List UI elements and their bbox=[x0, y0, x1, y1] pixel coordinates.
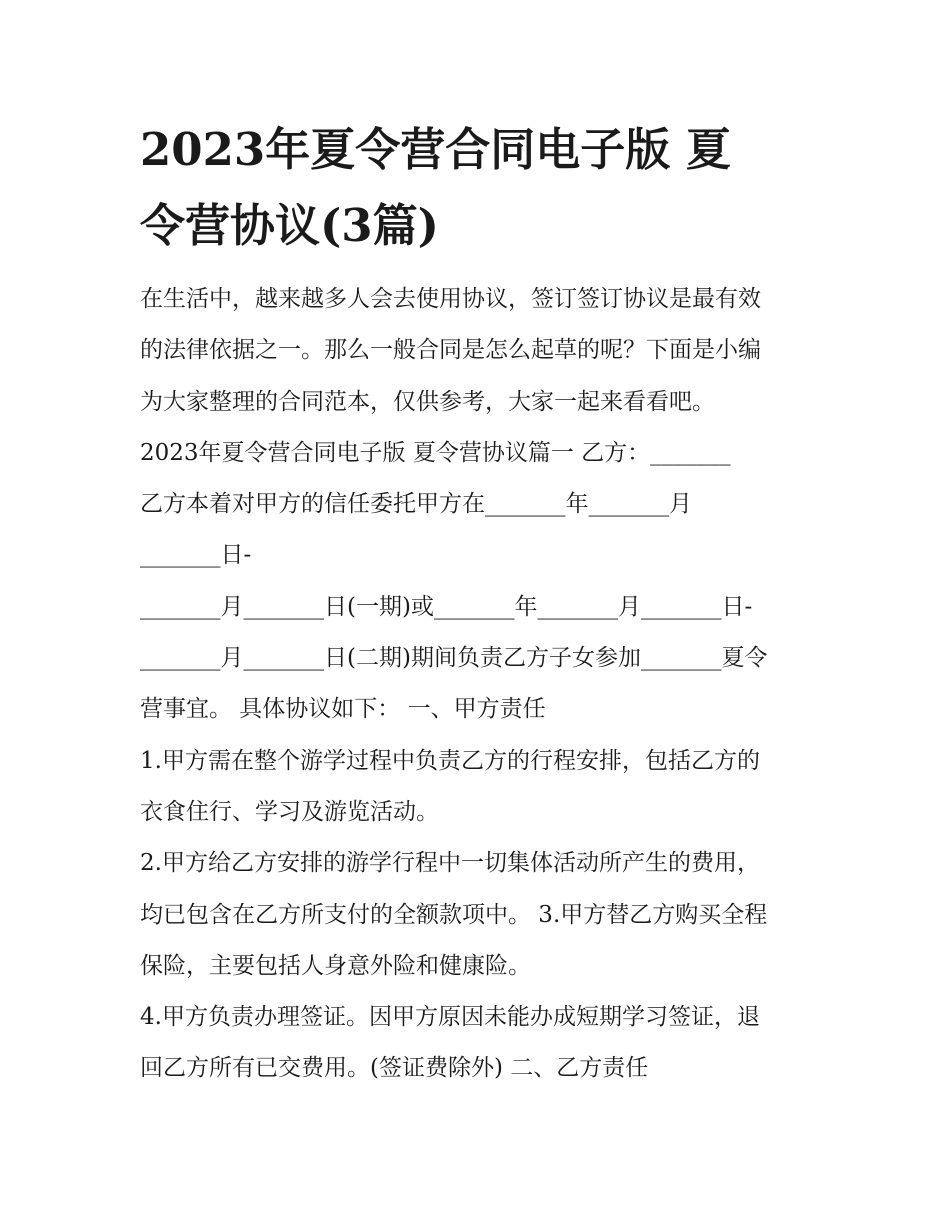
body-line: 4.甲方负责办理签证。因甲方原因未能办成短期学习签证，退 bbox=[140, 1004, 760, 1031]
document-title bbox=[140, 112, 820, 264]
body-line: 1.甲方需在整个游学过程中负责乙方的行程安排，包括乙方的 bbox=[140, 747, 760, 774]
body-line: 衣食住行、学习及游览活动。 bbox=[140, 798, 439, 825]
body-line: 为大家整理的合同范本，仅供参考，大家一起来看看吧。 bbox=[140, 388, 715, 415]
body-line: 2.甲方给乙方安排的游学行程中一切集体活动所产生的费用， bbox=[140, 850, 760, 877]
body-line: _______月_______日(一期)或_______年_______月_______日- bbox=[140, 593, 753, 620]
title-line: 2023年夏令营合同电子版 夏 bbox=[140, 123, 731, 176]
body-line: 在生活中，越来越多人会去使用协议，签订签订协议是最有效 bbox=[140, 286, 761, 312]
title-line: 令营协议(3篇) bbox=[140, 199, 439, 252]
body-line: _______日- bbox=[140, 542, 252, 569]
body-line: 乙方本着对甲方的信任委托甲方在_______年_______月 bbox=[140, 491, 692, 518]
body-line: 保险，主要包括人身意外险和健康险。 bbox=[140, 952, 531, 979]
body-line: 均已包含在乙方所支付的全额款项中。 3.甲方替乙方购买全程 bbox=[140, 901, 768, 928]
document-body bbox=[140, 274, 820, 1095]
body-line: _______月_______日(二期)期间负责乙方子女参加_______夏令 bbox=[140, 645, 768, 672]
body-line: 营事宜。 具体协议如下： 一、甲方责任 bbox=[140, 696, 546, 723]
body-line: 2023年夏令营合同电子版 夏令营协议篇一 乙方：_______ bbox=[140, 439, 731, 466]
body-line: 回乙方所有已交费用。(签证费除外) 二、乙方责任 bbox=[140, 1055, 649, 1082]
body-line: 的法律依据之一。那么一般合同是怎么起草的呢？下面是小编 bbox=[140, 337, 761, 364]
